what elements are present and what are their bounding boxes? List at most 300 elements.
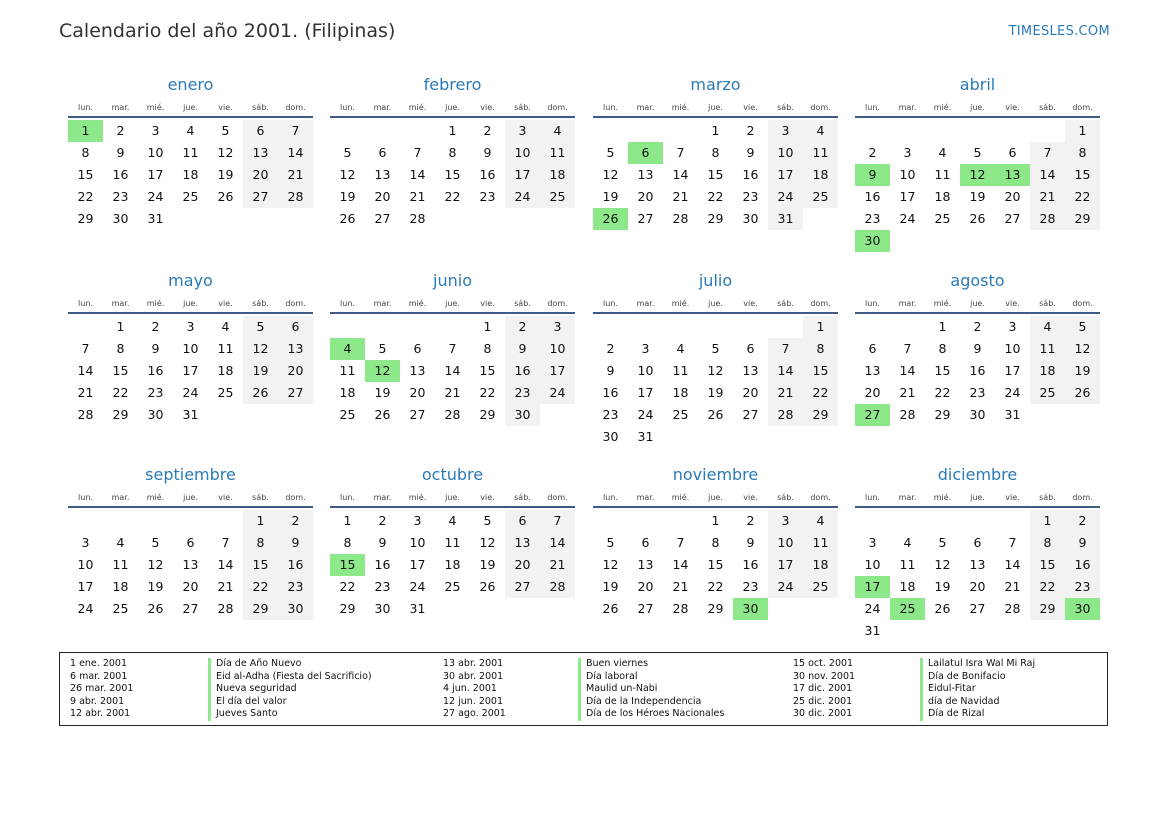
day-cell: 15: [934, 363, 951, 378]
holiday-date: 12 abr. 2001: [70, 708, 131, 720]
day-cell: 11: [444, 535, 461, 550]
day-cell: 5: [483, 513, 492, 528]
day-cell: 1: [711, 513, 720, 528]
empty-cell: [400, 316, 435, 338]
day-cell: 22: [934, 385, 951, 400]
day-cell: 16: [147, 363, 164, 378]
empty-cell: [68, 316, 103, 338]
day-cell: 25: [934, 211, 951, 226]
day-cell: 27: [969, 601, 986, 616]
day-cell: 24: [77, 601, 94, 616]
month-septiembre: [68, 464, 313, 620]
day-cell: 2: [1065, 510, 1100, 532]
day-cell: 6: [641, 535, 650, 550]
weekday-label: jue.: [708, 492, 723, 502]
holiday-date: 6 mar. 2001: [70, 670, 128, 682]
day-cell: 21: [1030, 186, 1065, 208]
day-cell: 16: [1065, 554, 1100, 576]
day-cell: 16: [969, 363, 986, 378]
day-cell: 2: [973, 319, 982, 334]
weekday-label: lun.: [603, 102, 618, 112]
weekday-label: vie.: [480, 298, 495, 308]
day-cell: 5: [606, 145, 615, 160]
day-cell: 5: [343, 145, 352, 160]
holiday-date: 30 dic. 2001: [793, 708, 853, 720]
day-cell: 9: [746, 145, 755, 160]
day-cell: 15: [707, 557, 724, 572]
weekday-label: jue.: [970, 102, 985, 112]
holiday-name: Eidul-Fitar: [920, 683, 1035, 696]
weekday-header: [593, 488, 838, 506]
day-cell: 24: [147, 189, 164, 204]
day-cell: 27: [243, 186, 278, 208]
holiday-day: 9: [855, 164, 890, 186]
weekday-label: lun.: [78, 298, 93, 308]
day-cell: 21: [899, 385, 916, 400]
day-cell: 22: [479, 385, 496, 400]
day-cell: 29: [339, 601, 356, 616]
weekday-label: mié.: [933, 102, 952, 112]
month-name: febrero: [423, 75, 482, 94]
day-cell: 18: [540, 164, 575, 186]
day-cell: 27: [182, 601, 199, 616]
day-cell: 12: [479, 535, 496, 550]
day-cell: 11: [112, 557, 129, 572]
day-cell: 4: [803, 510, 838, 532]
weekday-label: sáb.: [514, 298, 531, 308]
day-cell: 28: [768, 404, 803, 426]
day-cell: 13: [969, 557, 986, 572]
day-cell: 11: [672, 363, 689, 378]
empty-cell: [768, 316, 803, 338]
weekday-label: sáb.: [777, 102, 794, 112]
day-cell: 30: [742, 211, 759, 226]
day-cell: 24: [864, 601, 881, 616]
weekday-label: lun.: [78, 102, 93, 112]
day-grid: [855, 314, 1100, 426]
holiday-name: Día de los Héroes Nacionales: [578, 708, 724, 721]
weekday-label: lun.: [340, 102, 355, 112]
day-cell: 15: [112, 363, 129, 378]
empty-cell: [925, 510, 960, 532]
holiday-date: 30 nov. 2001: [793, 670, 856, 682]
day-cell: 8: [1030, 532, 1065, 554]
day-cell: 21: [278, 164, 313, 186]
day-cell: 28: [1030, 208, 1065, 230]
day-cell: 18: [803, 554, 838, 576]
day-cell: 6: [413, 341, 422, 356]
holiday-names-column: [920, 658, 1035, 721]
empty-cell: [330, 316, 365, 338]
day-cell: 6: [505, 510, 540, 532]
day-cell: 23: [742, 189, 759, 204]
holiday-date: 9 abr. 2001: [70, 695, 125, 707]
empty-cell: [1030, 120, 1065, 142]
day-cell: 19: [602, 579, 619, 594]
day-cell: 23: [505, 382, 540, 404]
day-cell: 5: [1065, 316, 1100, 338]
day-cell: 8: [803, 338, 838, 360]
day-cell: 9: [378, 535, 387, 550]
empty-cell: [698, 316, 733, 338]
weekday-label: mar.: [373, 492, 392, 502]
month-noviembre: [593, 464, 838, 620]
weekday-label: lun.: [603, 492, 618, 502]
empty-cell: [593, 510, 628, 532]
day-cell: 6: [378, 145, 387, 160]
day-cell: 20: [278, 360, 313, 382]
day-cell: 7: [676, 535, 685, 550]
day-cell: 17: [637, 385, 654, 400]
day-grid: [855, 508, 1100, 642]
day-cell: 2: [483, 123, 492, 138]
empty-cell: [365, 120, 400, 142]
day-cell: 26: [479, 579, 496, 594]
empty-cell: [593, 316, 628, 338]
day-cell: 1: [803, 316, 838, 338]
empty-cell: [435, 316, 470, 338]
day-cell: 22: [112, 385, 129, 400]
day-cell: 20: [1004, 189, 1021, 204]
day-cell: 30: [374, 601, 391, 616]
holiday-date: 4 jun. 2001: [443, 683, 497, 695]
day-cell: 3: [768, 510, 803, 532]
day-cell: 18: [339, 385, 356, 400]
day-cell: 7: [413, 145, 422, 160]
holiday-name: Día de Rizal: [920, 708, 1035, 721]
day-cell: 12: [934, 557, 951, 572]
day-cell: 24: [899, 211, 916, 226]
weekday-label: mié.: [933, 298, 952, 308]
weekday-label: mar.: [636, 102, 655, 112]
day-cell: 17: [77, 579, 94, 594]
day-cell: 27: [742, 407, 759, 422]
day-cell: 21: [672, 189, 689, 204]
weekday-label: mié.: [671, 492, 690, 502]
empty-cell: [855, 510, 890, 532]
day-cell: 4: [803, 120, 838, 142]
holiday-date: 17 dic. 2001: [793, 683, 853, 695]
weekday-label: mar.: [111, 102, 130, 112]
holiday-day: 1: [68, 120, 103, 142]
weekday-label: mié.: [146, 102, 165, 112]
day-cell: 9: [116, 145, 125, 160]
empty-cell: [663, 510, 698, 532]
day-cell: 13: [505, 532, 540, 554]
month-marzo: [593, 74, 838, 230]
holiday-name: Día de la Independencia: [578, 696, 724, 709]
weekday-label: mar.: [373, 298, 392, 308]
day-cell: 23: [374, 579, 391, 594]
day-cell: 14: [409, 167, 426, 182]
weekday-label: dom.: [1072, 492, 1093, 502]
day-cell: 5: [711, 341, 720, 356]
day-cell: 2: [746, 123, 755, 138]
holiday-day: 13: [995, 164, 1030, 186]
day-cell: 5: [938, 535, 947, 550]
empty-cell: [400, 120, 435, 142]
day-cell: 26: [217, 189, 234, 204]
brand-link[interactable]: TIMESLES.COM: [1008, 24, 1110, 39]
day-cell: 7: [540, 510, 575, 532]
day-cell: 3: [768, 120, 803, 142]
holiday-name: Nueva seguridad: [208, 683, 372, 696]
day-cell: 24: [182, 385, 199, 400]
day-cell: 9: [505, 338, 540, 360]
day-cell: 21: [409, 189, 426, 204]
empty-cell: [960, 120, 995, 142]
day-cell: 1: [343, 513, 352, 528]
empty-cell: [855, 120, 890, 142]
holiday-day: 30: [855, 230, 890, 252]
day-cell: 17: [540, 360, 575, 382]
day-cell: 7: [448, 341, 457, 356]
day-cell: 25: [444, 579, 461, 594]
month-agosto: [855, 270, 1100, 426]
day-cell: 3: [186, 319, 195, 334]
weekday-label: vie.: [743, 102, 758, 112]
day-cell: 12: [339, 167, 356, 182]
day-cell: 16: [505, 360, 540, 382]
weekday-label: jue.: [970, 492, 985, 502]
day-cell: 20: [374, 189, 391, 204]
day-cell: 10: [147, 145, 164, 160]
holiday-day: 12: [365, 360, 400, 382]
day-cell: 13: [864, 363, 881, 378]
weekday-label: jue.: [183, 102, 198, 112]
day-cell: 3: [868, 535, 877, 550]
day-cell: 9: [151, 341, 160, 356]
day-cell: 8: [81, 145, 90, 160]
day-cell: 10: [864, 557, 881, 572]
day-cell: 4: [676, 341, 685, 356]
day-cell: 19: [934, 579, 951, 594]
day-cell: 8: [483, 341, 492, 356]
day-cell: 4: [903, 535, 912, 550]
weekday-label: mié.: [408, 298, 427, 308]
weekday-label: sáb.: [514, 102, 531, 112]
holiday-date: 26 mar. 2001: [70, 683, 134, 695]
day-cell: 30: [278, 598, 313, 620]
day-cell: 17: [147, 167, 164, 182]
weekday-label: vie.: [480, 102, 495, 112]
day-cell: 9: [483, 145, 492, 160]
empty-cell: [890, 316, 925, 338]
weekday-label: mié.: [933, 492, 952, 502]
day-cell: 31: [864, 623, 881, 638]
weekday-label: dom.: [810, 298, 831, 308]
day-cell: 3: [903, 145, 912, 160]
day-cell: 18: [112, 579, 129, 594]
day-cell: 2: [746, 513, 755, 528]
day-cell: 11: [803, 532, 838, 554]
day-cell: 10: [1004, 341, 1021, 356]
day-cell: 3: [540, 316, 575, 338]
day-cell: 24: [1004, 385, 1021, 400]
month-name: noviembre: [672, 465, 759, 484]
weekday-label: dom.: [810, 492, 831, 502]
holiday-name: Día de Bonifacio: [920, 671, 1035, 684]
day-grid: [68, 508, 313, 620]
day-grid: [593, 314, 838, 448]
day-cell: 30: [505, 404, 540, 426]
day-cell: 29: [803, 404, 838, 426]
month-name: octubre: [421, 465, 484, 484]
day-cell: 7: [278, 120, 313, 142]
day-cell: 17: [899, 189, 916, 204]
weekday-header: [855, 98, 1100, 116]
day-cell: 26: [147, 601, 164, 616]
day-cell: 6: [868, 341, 877, 356]
weekday-label: vie.: [480, 492, 495, 502]
empty-cell: [890, 120, 925, 142]
weekday-label: vie.: [218, 492, 233, 502]
month-name: julio: [698, 271, 733, 290]
day-cell: 12: [147, 557, 164, 572]
day-cell: 6: [1008, 145, 1017, 160]
holiday-day: 27: [855, 404, 890, 426]
month-name: junio: [433, 271, 472, 290]
day-cell: 16: [112, 167, 129, 182]
day-cell: 13: [409, 363, 426, 378]
weekday-header: [593, 294, 838, 312]
day-cell: 31: [768, 208, 803, 230]
day-cell: 26: [339, 211, 356, 226]
weekday-label: lun.: [340, 492, 355, 502]
day-cell: 25: [1030, 382, 1065, 404]
day-cell: 26: [1065, 382, 1100, 404]
month-name: agosto: [950, 271, 1005, 290]
month-mayo: [68, 270, 313, 426]
day-cell: 27: [409, 407, 426, 422]
holiday-date: 27 ago. 2001: [443, 708, 506, 720]
day-cell: 23: [147, 385, 164, 400]
day-cell: 21: [444, 385, 461, 400]
empty-cell: [173, 510, 208, 532]
day-cell: 19: [147, 579, 164, 594]
day-cell: 14: [672, 167, 689, 182]
weekday-label: mié.: [408, 102, 427, 112]
day-cell: 4: [540, 120, 575, 142]
holiday-dates-column: [443, 658, 506, 721]
day-cell: 28: [409, 211, 426, 226]
day-cell: 14: [540, 532, 575, 554]
month-name: abril: [959, 75, 996, 94]
weekday-label: mar.: [898, 492, 917, 502]
day-cell: 29: [243, 598, 278, 620]
day-cell: 13: [243, 142, 278, 164]
weekday-label: lun.: [340, 298, 355, 308]
weekday-header: [330, 98, 575, 116]
day-cell: 18: [672, 385, 689, 400]
holiday-names-column: [578, 658, 724, 721]
day-cell: 23: [1065, 576, 1100, 598]
empty-cell: [733, 316, 768, 338]
day-cell: 29: [707, 601, 724, 616]
day-cell: 31: [637, 429, 654, 444]
holiday-dates-column: [793, 658, 855, 721]
day-cell: 22: [77, 189, 94, 204]
weekday-label: dom.: [285, 492, 306, 502]
day-cell: 1: [1030, 510, 1065, 532]
day-cell: 8: [1065, 142, 1100, 164]
weekday-label: dom.: [285, 298, 306, 308]
day-cell: 9: [606, 363, 615, 378]
day-cell: 10: [768, 142, 803, 164]
day-cell: 9: [746, 535, 755, 550]
day-cell: 3: [413, 513, 422, 528]
day-cell: 8: [343, 535, 352, 550]
day-cell: 11: [899, 557, 916, 572]
day-cell: 29: [707, 211, 724, 226]
day-cell: 2: [505, 316, 540, 338]
holiday-date: 12 jun. 2001: [443, 695, 504, 707]
day-cell: 28: [540, 576, 575, 598]
holiday-date: 30 abr. 2001: [443, 670, 504, 682]
day-cell: 23: [602, 407, 619, 422]
day-cell: 10: [768, 532, 803, 554]
page-title: Calendario del año 2001. (Filipinas): [59, 20, 396, 42]
day-cell: 25: [803, 186, 838, 208]
weekday-label: mar.: [898, 298, 917, 308]
weekday-label: lun.: [865, 298, 880, 308]
day-cell: 1: [448, 123, 457, 138]
weekday-label: jue.: [445, 298, 460, 308]
day-cell: 7: [903, 341, 912, 356]
weekday-label: mar.: [373, 102, 392, 112]
day-cell: 20: [864, 385, 881, 400]
day-cell: 19: [339, 189, 356, 204]
weekday-label: mar.: [636, 298, 655, 308]
day-cell: 13: [278, 338, 313, 360]
weekday-label: sáb.: [777, 492, 794, 502]
holiday-name: día de Navidad: [920, 696, 1035, 709]
weekday-label: vie.: [1005, 102, 1020, 112]
day-cell: 15: [803, 360, 838, 382]
day-cell: 27: [1004, 211, 1021, 226]
day-cell: 2: [151, 319, 160, 334]
day-cell: 16: [479, 167, 496, 182]
weekday-label: sáb.: [252, 102, 269, 112]
empty-cell: [593, 120, 628, 142]
day-cell: 12: [707, 363, 724, 378]
day-cell: 23: [864, 211, 881, 226]
holiday-name: Buen viernes: [578, 658, 724, 671]
holiday-name: Día laboral: [578, 671, 724, 684]
day-cell: 14: [1030, 164, 1065, 186]
month-diciembre: [855, 464, 1100, 642]
holiday-day: 12: [960, 164, 995, 186]
day-cell: 27: [505, 576, 540, 598]
day-cell: 9: [278, 532, 313, 554]
day-cell: 16: [374, 557, 391, 572]
day-grid: [593, 508, 838, 620]
weekday-label: mar.: [111, 298, 130, 308]
weekday-label: lun.: [865, 492, 880, 502]
holiday-dates-column: [70, 658, 133, 721]
day-cell: 4: [448, 513, 457, 528]
weekday-label: jue.: [445, 492, 460, 502]
day-cell: 14: [1004, 557, 1021, 572]
month-junio: [330, 270, 575, 426]
weekday-label: mar.: [111, 492, 130, 502]
weekday-label: mié.: [146, 492, 165, 502]
day-cell: 10: [540, 338, 575, 360]
day-cell: 11: [217, 341, 234, 356]
day-cell: 25: [672, 407, 689, 422]
empty-cell: [960, 510, 995, 532]
holiday-name: Jueves Santo: [208, 708, 372, 721]
